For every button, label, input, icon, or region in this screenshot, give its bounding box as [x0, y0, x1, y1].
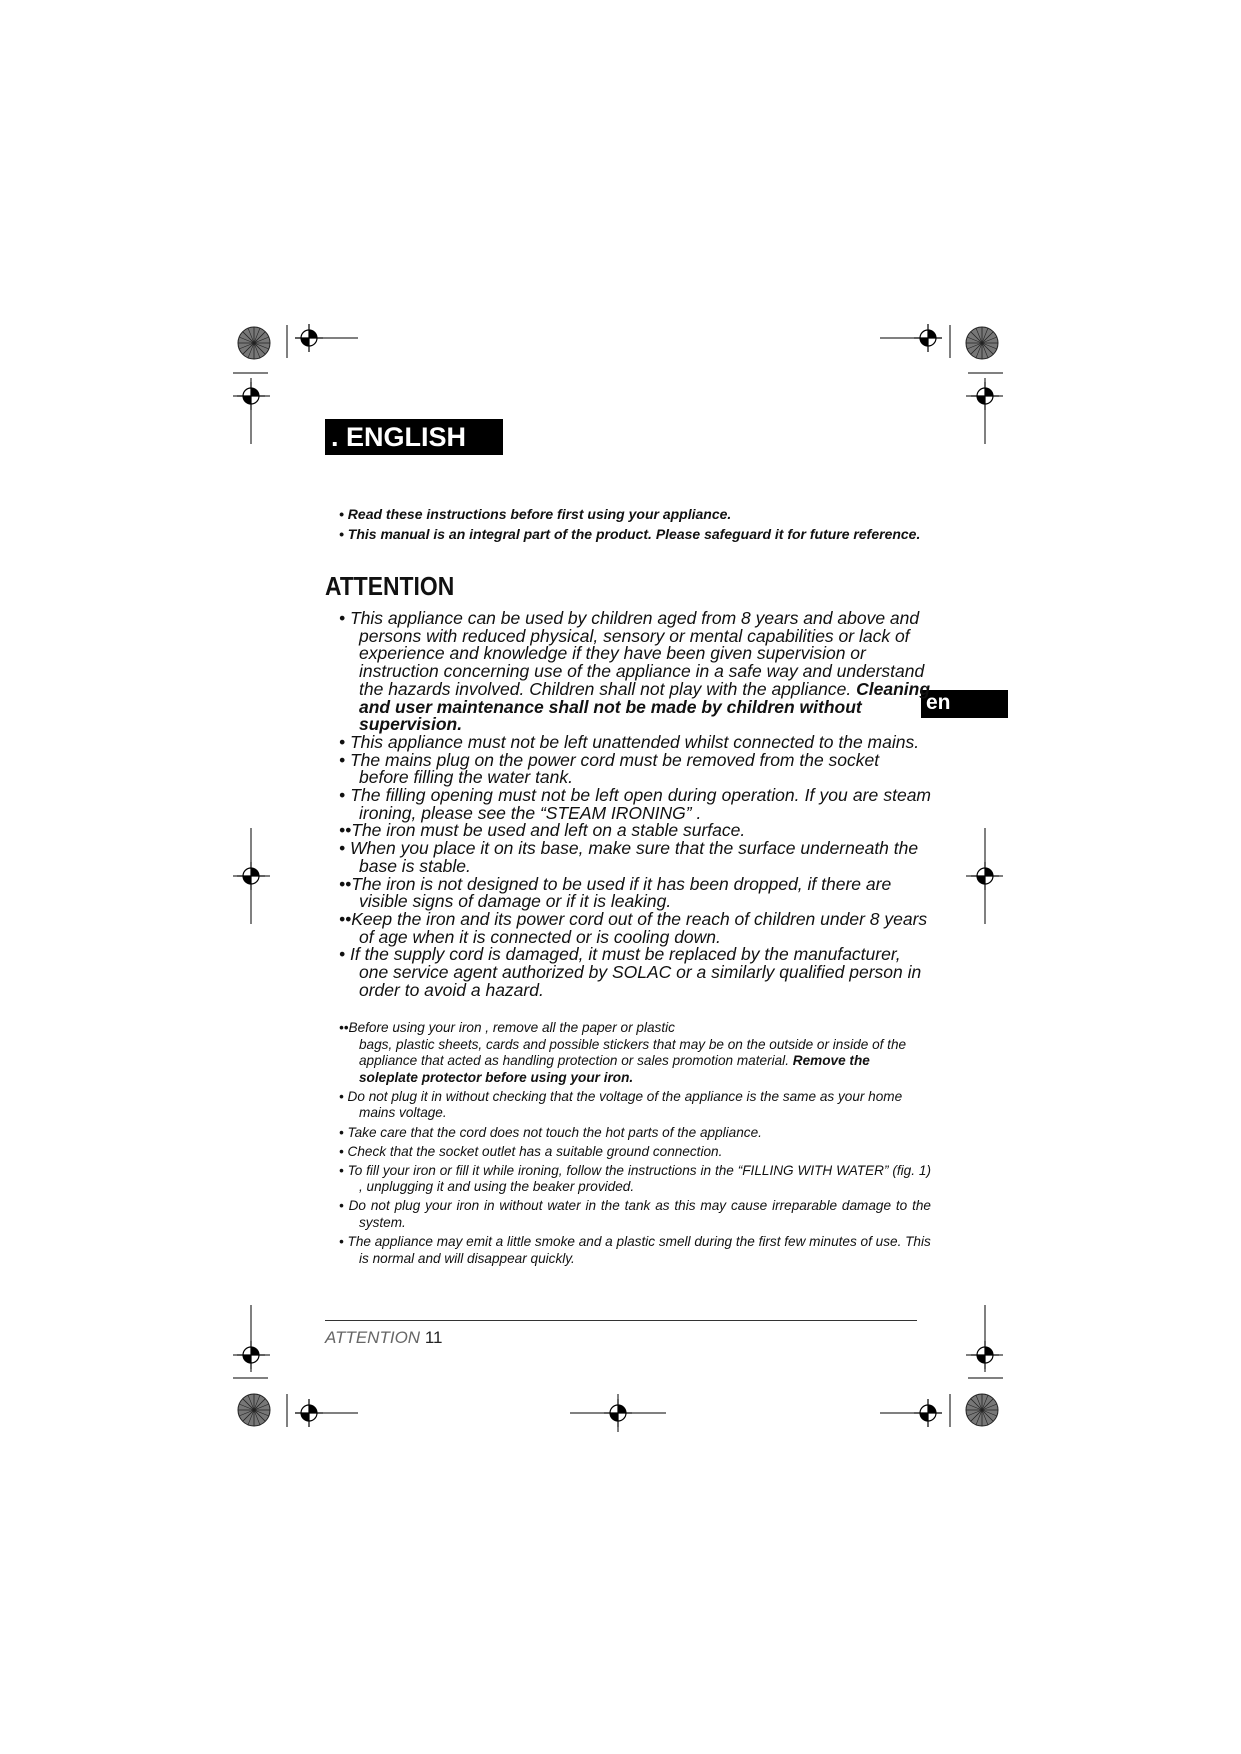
list-item: • Take care that the cord does not touch the hot parts of the appliance. — [339, 1124, 762, 1140]
list-item: • The appliance may emit a little smoke and a plastic smell during the first few minutes of use. This is normal and will disappear quickly. — [339, 1234, 931, 1266]
list-item: • When you place it on its base, make sure that the surface underneath the base is stable. — [339, 838, 919, 876]
list-item: ••Keep the iron and its power cord out of the reach of children under 8 years of age when it is connected or is cooling down. — [339, 908, 928, 947]
intro-note: • This manual is an integral part of the product. Please safeguard it for future reference. — [339, 526, 921, 542]
item-text: bags, plastic sheets, cards and possible stickers that may be on the outside or inside of the appliance that acted as handling protection or sales promotion material. — [359, 1036, 907, 1069]
section-heading: ATTENTION — [325, 571, 455, 601]
list-item: • To fill your iron or fill it while ironing, follow the instructions in the “FILLING WITH WATER” (fig. 1) , unplugging it and using the beaker provided. — [339, 1162, 931, 1195]
list-item: • The mains plug on the power cord must be removed from the socket before filling the water tank. — [339, 749, 880, 788]
item-bold-text: Remove the soleplate protector before using your iron. — [359, 1053, 870, 1085]
list-item: • If the supply cord is damaged, it must be replaced by the manufacturer, one service agent authorized by SOLAC or a similarly qualified person in order to avoid a hazard. — [339, 944, 922, 1000]
list-item: ••The iron must be used and left on a stable surface. — [339, 820, 746, 841]
list-item — [339, 1020, 931, 1037]
footer-section-title: ATTENTION — [325, 1328, 421, 1347]
list-item: • Check that the socket outlet has a suitable ground connection. — [339, 1143, 723, 1159]
list-item-continuation — [339, 1037, 931, 1087]
page-footer — [325, 1328, 442, 1348]
footer-divider — [325, 1320, 917, 1321]
list-item: ••The iron is not designed to be used if it has been dropped, if there are visible signs of damage or if it is leaking. — [339, 873, 892, 912]
intro-note: • Read these instructions before first using your appliance. — [339, 506, 732, 522]
list-item: • Do not plug your iron in without water in the tank as this may cause irreparable damage to the system. — [339, 1198, 931, 1231]
item-text: • This appliance can be used by children aged from 8 years and above and persons with reduced physical, sensory or mental capabilities or lack of experience and knowledge if they have been given supervision or instruction concerning use of the appliance in a safe way and understand the hazards involved. Children shall not play with the appliance. — [339, 608, 925, 699]
additional-precautions — [339, 1020, 931, 1270]
list-item: • This appliance must not be left unattended whilst connected to the mains. — [339, 731, 920, 752]
item-bold-text: Cleaning and user maintenance shall not be made by children without supervision. — [359, 678, 931, 735]
safety-list — [339, 610, 931, 999]
language-banner: . ENGLISH — [325, 419, 503, 455]
list-item: • The filling opening must not be left open during operation. If you are steam ironing, please see the “STEAM IRONING” . — [339, 785, 931, 823]
list-item — [339, 610, 931, 734]
page-number: 11 — [424, 1328, 443, 1347]
language-tab: en — [921, 690, 1008, 718]
intro-notes — [339, 506, 931, 546]
item-text: ••Before using your iron , remove all the paper or plastic — [339, 1020, 675, 1035]
list-item: • Do not plug it in without checking that the voltage of the appliance is the same as your home mains voltage. — [339, 1088, 903, 1121]
